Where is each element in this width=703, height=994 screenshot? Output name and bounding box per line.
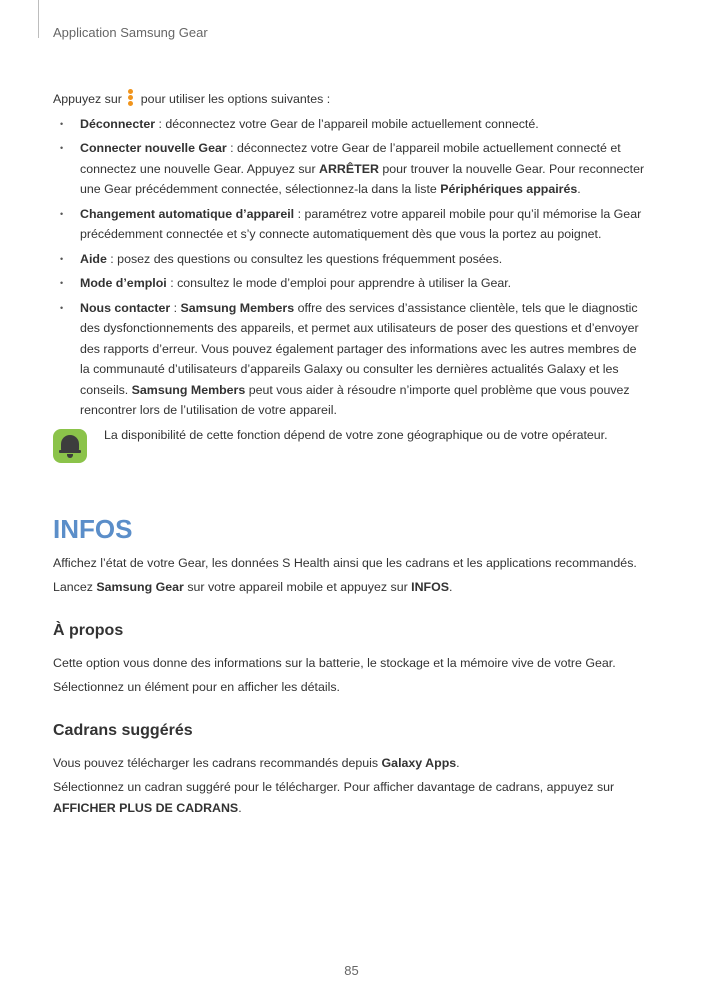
list-item-aide: • Aide : posez des questions ou consultez les questions fréquemment posées. [53,249,648,270]
list-item-deconnecter: • Déconnecter : déconnectez votre Gear de l’appareil mobile actuellement connecté. [53,114,648,135]
options-intro: Appuyez sur pour utiliser les options suivantes : [53,89,648,110]
page-number: 85 [344,963,359,978]
list-item-connecter-nouvelle-gear: • Connecter nouvelle Gear : déconnectez votre Gear de l’appareil mobile actuellement connecté et connectez une nouvelle Gear. Appuyez sur ARRÊTER pour trouver la nouvelle Gear. Pour reconnecter une Gear précédemment connectée, sélectionnez-la dans la liste Périphériques appairés. [53,138,648,200]
list-item-nous-contacter: • Nous contacter : Samsung Members offre des services d’assistance clientèle, tels que le diagnostic des dysfonctionnements des appareils, et permet aux utilisateurs de poser des questions et d’envoyer des rapports d’erreur. Vous pouvez également partager des informations avec les autres membres de la communauté d’utilisateurs d’appareils Galaxy ou consulter les dernières actualités Galaxy et les conseils. Samsung Members peut vous aider à résoudre n’importe quel problème que vous pouvez rencontrer lors de l’utilisation de votre appareil. [53,298,648,421]
bell-icon [53,429,87,463]
section-title-infos: INFOS [53,513,133,544]
header-rule [38,0,39,38]
a-propos-instruction: Sélectionnez un élément pour en afficher les détails. [53,680,340,694]
heading-cadrans-suggeres: Cadrans suggérés [53,721,193,739]
page-content [53,88,648,822]
note-box [53,425,648,465]
cadrans-instruction: Sélectionnez un cadran suggéré pour le télécharger. Pour afficher davantage de cadrans, appuyez sur AFFICHER PLUS DE CADRANS. [53,780,615,815]
heading-a-propos: À propos [53,621,124,639]
running-header: Application Samsung Gear [53,25,208,40]
cadrans-description: Vous pouvez télécharger les cadrans recommandés depuis Galaxy Apps. [53,755,460,770]
note-text: La disponibilité de cette fonction dépend de votre zone géographique ou de votre opérateur. [104,427,608,442]
infos-description: Affichez l’état de votre Gear, les données S Health ainsi que les cadrans et les applications recommandés. [53,555,637,570]
more-options-icon [128,89,134,107]
options-list [53,114,648,421]
a-propos-description: Cette option vous donne des informations sur la batterie, le stockage et la mémoire vive de votre Gear. [53,655,616,670]
infos-instruction: Lancez Samsung Gear sur votre appareil mobile et appuyez sur INFOS. [53,580,453,594]
list-item-mode-emploi: • Mode d’emploi : consultez le mode d’emploi pour apprendre à utiliser la Gear. [53,273,648,294]
list-item-changement-automatique: • Changement automatique d’appareil : paramétrez votre appareil mobile pour qu’il mémorise la Gear précédemment connectée et s’y connecte automatiquement dès que vous la portez au poignet. [53,204,648,245]
